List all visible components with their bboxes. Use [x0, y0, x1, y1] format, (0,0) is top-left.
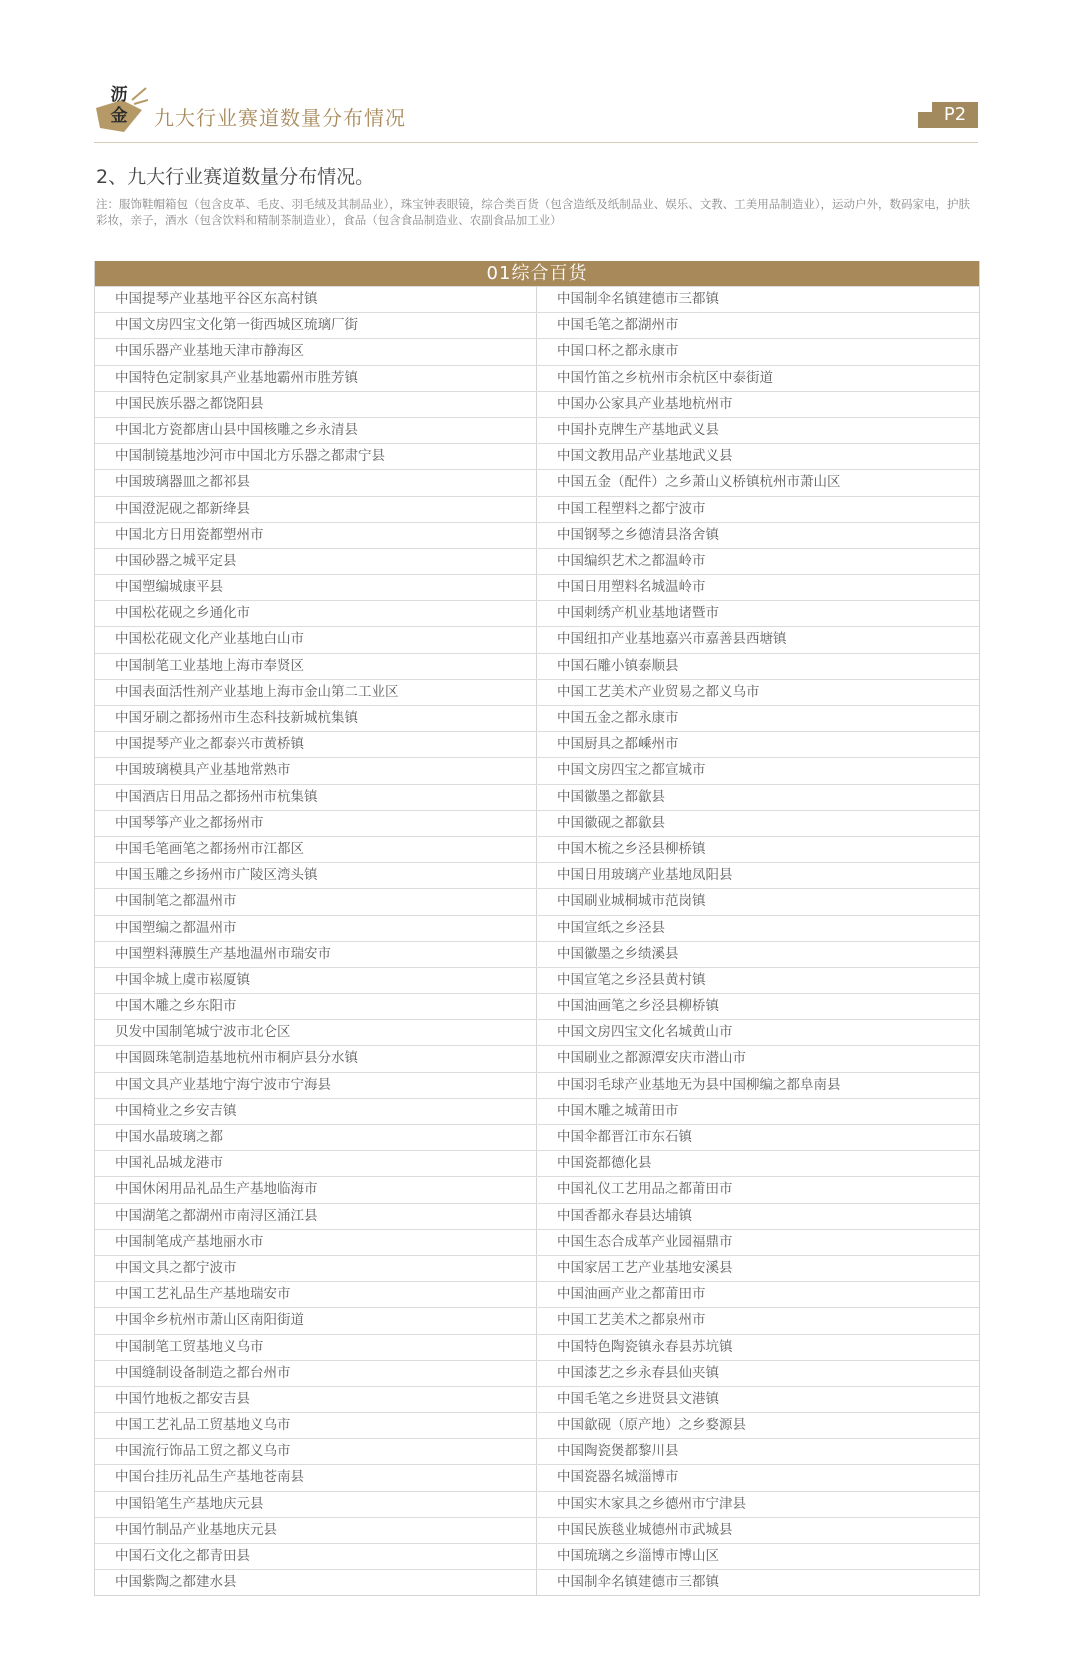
- table-cell-right: 中国特色陶瓷镇永春县苏坑镇: [557, 1338, 733, 1355]
- table-cell-right: 中国日用塑料名城温岭市: [557, 579, 706, 596]
- table-cell-left: 中国制镜基地沙河市中国北方乐器之都肃宁县: [95, 444, 537, 469]
- table-cell-left: 贝发中国制笔城宁波市北仑区: [95, 1020, 537, 1045]
- table-cell-left: 中国特色定制家具产业基地霸州市胜芳镇: [95, 366, 537, 391]
- table-row: [95, 443, 979, 469]
- section-note: 注：服饰鞋帽箱包（包含皮革、毛皮、羽毛绒及其制品业），珠宝钟表眼镜，综合类百货（包含造纸及纸制品业、娱乐、文教、工美用品制造业），运动户外，数码家电，护肤彩妆，亲子，酒水（包含饮料和精制茶制造业），食品（包含食品制造业、农副食品加工业）: [96, 197, 970, 227]
- table-row: [95, 548, 979, 574]
- table-row: [95, 469, 979, 495]
- table-row: [95, 1150, 979, 1176]
- table-row: [95, 862, 979, 888]
- table-row: [95, 312, 979, 338]
- table-cell-left: 中国北方日用瓷都塑州市: [95, 523, 537, 548]
- table-cell-left: 中国竹地板之都安吉县: [95, 1387, 537, 1412]
- table-cell-left: 中国乐器产业基地天津市静海区: [95, 339, 537, 364]
- table-cell-left: 中国木雕之乡东阳市: [95, 994, 537, 1019]
- logo-char-1: 沥: [110, 85, 128, 105]
- table-row: [95, 600, 979, 626]
- table-cell-left: 中国湖笔之都湖州市南浔区涌江县: [95, 1204, 537, 1229]
- table-cell-left: 中国石文化之都青田县: [95, 1544, 537, 1569]
- table-cell-right: 中国漆艺之乡永春县仙夹镇: [557, 1364, 719, 1381]
- table-cell-right: 中国宣纸之乡泾县: [557, 919, 665, 936]
- table-row: [95, 1517, 979, 1543]
- table-cell-left: 中国紫陶之都建水县: [95, 1570, 537, 1595]
- table-cell-left: 中国塑料薄膜生产基地温州市瑞安市: [95, 942, 537, 967]
- page-header: [94, 86, 978, 142]
- section-heading: 2、九大行业赛道数量分布情况。: [96, 166, 375, 188]
- table-cell-left: 中国琴筝产业之都扬州市: [95, 811, 537, 836]
- table-row: [95, 1386, 979, 1412]
- table-cell-left: 中国工艺礼品生产基地瑞安市: [95, 1282, 537, 1307]
- table-row: [95, 1019, 979, 1045]
- table-cell-right: 中国钢琴之乡德清县洛舍镇: [557, 526, 719, 543]
- table-row: [95, 810, 979, 836]
- table-cell-right: 中国刺绣产机业基地诸暨市: [557, 605, 719, 622]
- table-row: [95, 1438, 979, 1464]
- table-cell-left: 中国圆珠笔制造基地杭州市桐庐县分水镇: [95, 1046, 537, 1071]
- table-cell-right: 中国琉璃之乡淄博市博山区: [557, 1548, 719, 1564]
- table-row: [95, 1229, 979, 1255]
- table-cell-left: 中国伞乡杭州市萧山区南阳街道: [95, 1308, 537, 1333]
- table-cell-left: 中国松花砚文化产业基地白山市: [95, 627, 537, 652]
- table-cell-right: 中国民族毯业城德州市武城县: [557, 1521, 733, 1538]
- table-row: [95, 1491, 979, 1517]
- table-cell-right: 中国纽扣产业基地嘉兴市嘉善县西塘镇: [557, 631, 787, 648]
- brand-logo: [94, 86, 148, 136]
- table-cell-right: 中国口杯之都永康市: [557, 343, 679, 360]
- table-row: [95, 941, 979, 967]
- table-cell-right: 中国刷业城桐城市范岗镇: [557, 893, 706, 910]
- table-cell-left: 中国水晶玻璃之都: [95, 1125, 537, 1150]
- table-cell-left: 中国工艺礼品工贸基地义乌市: [95, 1413, 537, 1438]
- table-row: [95, 784, 979, 810]
- table-row: [95, 1045, 979, 1071]
- table-cell-left: 中国椅业之乡安吉镇: [95, 1099, 537, 1124]
- table-cell-left: 中国提琴产业基地平谷区东高村镇: [95, 287, 537, 312]
- table-cell-right: 中国石雕小镇泰顺县: [557, 657, 679, 674]
- table-cell-right: 中国木雕之城莆田市: [557, 1102, 679, 1119]
- table-cell-left: 中国制笔成产基地丽水市: [95, 1230, 537, 1255]
- table-cell-left: 中国毛笔画笔之都扬州市江都区: [95, 837, 537, 862]
- table-cell-right: 中国制伞名镇建德市三都镇: [557, 291, 719, 307]
- table-row: [95, 967, 979, 993]
- table-cell-left: 中国竹制品产业基地庆元县: [95, 1518, 537, 1543]
- table-row: [95, 1255, 979, 1281]
- table-row: [95, 1543, 979, 1569]
- table-cell-left: 中国民族乐器之都饶阳县: [95, 392, 537, 417]
- table-cell-left: 中国礼品城龙港市: [95, 1151, 537, 1176]
- table-row: [95, 417, 979, 443]
- table-row: [95, 522, 979, 548]
- table-row: [95, 757, 979, 783]
- table-row: [95, 1281, 979, 1307]
- table-cell-right: 中国木梳之乡泾县柳桥镇: [557, 840, 706, 857]
- table-cell-right: 中国办公家具产业基地杭州市: [557, 395, 733, 412]
- table-cell-left: 中国制笔之都温州市: [95, 889, 537, 914]
- table-cell-right: 中国文教用品产业基地武义县: [557, 448, 733, 465]
- header-title: 九大行业赛道数量分布情况: [154, 106, 406, 130]
- table-cell-right: 中国毛笔之乡进贤县文港镇: [557, 1390, 719, 1407]
- table-cell-left: 中国铅笔生产基地庆元县: [95, 1492, 537, 1517]
- table-row: [95, 653, 979, 679]
- table-cell-right: 中国油画笔之乡泾县柳桥镇: [557, 998, 719, 1015]
- table-cell-left: 中国制笔工业基地上海市奉贤区: [95, 654, 537, 679]
- table-cell-right: 中国竹笛之乡杭州市余杭区中泰街道: [557, 369, 773, 386]
- table-row: [95, 1569, 979, 1595]
- table-cell-right: 中国宣笔之乡泾县黄村镇: [557, 971, 706, 988]
- table-cell-right: 中国瓷都德化县: [557, 1155, 652, 1172]
- table-cell-right: 中国工艺美术产业贸易之都义乌市: [557, 683, 760, 700]
- table-cell-right: 中国家居工艺产业基地安溪县: [557, 1259, 733, 1276]
- table-cell-right: 中国生态合成革产业园福鼎市: [557, 1233, 733, 1250]
- table-row: [95, 915, 979, 941]
- table-row: [95, 1124, 979, 1150]
- table-cell-right: 中国香都永春县达埔镇: [557, 1207, 692, 1224]
- table-row: [95, 1334, 979, 1360]
- table-row: [95, 679, 979, 705]
- table-cell-right: 中国实木家具之乡德州市宁津县: [557, 1495, 746, 1512]
- table-cell-left: 中国休闲用品礼品生产基地临海市: [95, 1177, 537, 1202]
- table-row: [95, 1176, 979, 1202]
- table-cell-right: 中国工艺美术之都泉州市: [557, 1312, 706, 1329]
- table-row: [95, 731, 979, 757]
- table-row: [95, 626, 979, 652]
- table-cell-right: 中国制伞名镇建德市三都镇: [557, 1574, 719, 1591]
- table-row: [95, 836, 979, 862]
- table-row: [95, 1203, 979, 1229]
- table-title: 01综合百货: [95, 261, 979, 286]
- table-row: [95, 888, 979, 914]
- table-cell-left: 中国提琴产业之都泰兴市黄桥镇: [95, 732, 537, 757]
- table-row: [95, 705, 979, 731]
- table-cell-left: 中国制笔工贸基地义乌市: [95, 1335, 537, 1360]
- table-cell-right: 中国厨具之都嵊州市: [557, 736, 679, 753]
- table-cell-left: 中国塑编城康平县: [95, 575, 537, 600]
- table-cell-right: 中国羽毛球产业基地无为县中国柳编之都阜南县: [557, 1076, 841, 1093]
- table-row: [95, 574, 979, 600]
- table-cell-right: 中国油画产业之都莆田市: [557, 1286, 706, 1303]
- page-number: P2: [932, 102, 978, 128]
- table-row: [95, 391, 979, 417]
- table-cell-left: 中国牙刷之都扬州市生态科技新城杭集镇: [95, 706, 537, 731]
- table-row: [95, 1307, 979, 1333]
- page-number-badge: [918, 102, 978, 128]
- table-cell-right: 中国毛笔之都湖州市: [557, 317, 679, 334]
- table-cell-right: 中国五金（配件）之乡萧山义桥镇杭州市萧山区: [557, 474, 841, 491]
- table-row: [95, 1098, 979, 1124]
- table-cell-right: 中国编织艺术之都温岭市: [557, 552, 706, 569]
- table-cell-right: 中国五金之都永康市: [557, 710, 679, 726]
- table-row: [95, 993, 979, 1019]
- table-cell-left: 中国文具产业基地宁海宁波市宁海县: [95, 1073, 537, 1098]
- table-cell-left: 中国玉雕之乡扬州市广陵区湾头镇: [95, 863, 537, 888]
- table-cell-left: 中国酒店日用品之都扬州市杭集镇: [95, 785, 537, 810]
- header-divider: [94, 142, 978, 143]
- table-cell-left: 中国伞城上虞市崧厦镇: [95, 968, 537, 993]
- table-row: [95, 1072, 979, 1098]
- table-cell-right: 中国礼仪工艺用品之都莆田市: [557, 1181, 733, 1198]
- table-cell-left: 中国缝制设备制造之都台州市: [95, 1361, 537, 1386]
- table-row: [95, 1464, 979, 1490]
- table-cell-right: 中国文房四宝文化名城黄山市: [557, 1024, 733, 1041]
- table-row: [95, 496, 979, 522]
- table-cell-right: 中国歙砚（原产地）之乡婺源县: [557, 1417, 746, 1434]
- table-cell-right: 中国瓷器名城淄博市: [557, 1469, 679, 1486]
- table-cell-right: 中国扑克牌生产基地武义县: [557, 421, 719, 438]
- table-cell-right: 中国徽墨之乡绩溪县: [557, 945, 679, 962]
- table-cell-left: 中国北方瓷都唐山县中国核雕之乡永清县: [95, 418, 537, 443]
- table-cell-right: 中国工程塑料之都宁波市: [557, 500, 706, 517]
- table-cell-left: 中国表面活性剂产业基地上海市金山第二工业区: [95, 680, 537, 705]
- logo-char-2: 金: [110, 106, 128, 126]
- table-row: [95, 365, 979, 391]
- table-row: [95, 1412, 979, 1438]
- table-row: [95, 1360, 979, 1386]
- table-body: [95, 286, 979, 1595]
- table-cell-right: 中国刷业之都源潭安庆市潜山市: [557, 1050, 746, 1067]
- table-cell-left: 中国松花砚之乡通化市: [95, 601, 537, 626]
- table-cell-right: 中国文房四宝之都宣城市: [557, 762, 706, 779]
- table-cell-left: 中国文房四宝文化第一街西城区琉璃厂街: [95, 313, 537, 338]
- table-cell-left: 中国塑编之都温州市: [95, 916, 537, 941]
- table-cell-left: 中国台挂历礼品生产基地苍南县: [95, 1465, 537, 1490]
- table-cell-right: 中国徽砚之都歙县: [557, 814, 665, 831]
- table-cell-right: 中国日用玻璃产业基地凤阳县: [557, 867, 733, 884]
- table-cell-right: 中国伞都晋江市东石镇: [557, 1129, 692, 1145]
- table-cell-left: 中国砂器之城平定县: [95, 549, 537, 574]
- table-cell-right: 中国陶瓷煲都黎川县: [557, 1443, 679, 1460]
- table-cell-right: 中国徽墨之都歙县: [557, 788, 665, 805]
- table-row: [95, 338, 979, 364]
- industry-table: [94, 261, 980, 1596]
- table-cell-left: 中国澄泥砚之都新绛县: [95, 497, 537, 522]
- table-cell-left: 中国文具之都宁波市: [95, 1256, 537, 1281]
- table-cell-left: 中国流行饰品工贸之都义乌市: [95, 1439, 537, 1464]
- table-row: [95, 286, 979, 312]
- table-cell-left: 中国玻璃模具产业基地常熟市: [95, 758, 537, 783]
- table-cell-left: 中国玻璃器皿之都祁县: [95, 470, 537, 495]
